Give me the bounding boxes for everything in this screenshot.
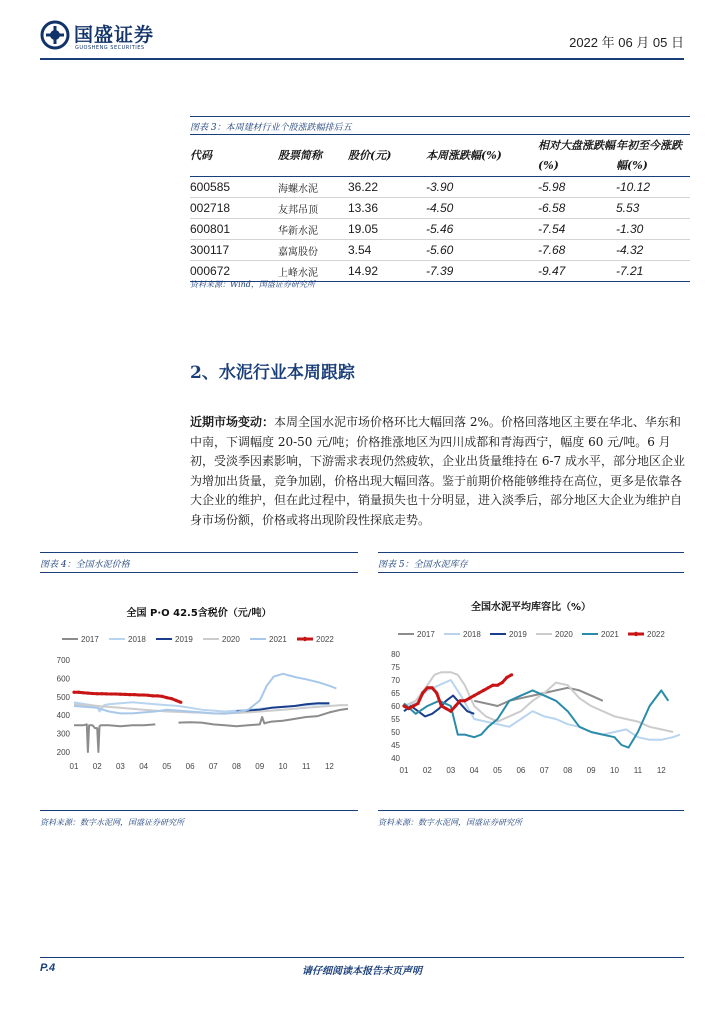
data-point-2022 (510, 673, 513, 676)
y-tick-label: 700 (56, 656, 70, 665)
data-point-2022 (151, 694, 154, 697)
figure-4-top-divider (40, 552, 358, 553)
disclaimer-note: 请仔细阅读本报告末页声明 (302, 966, 422, 977)
x-tick-label: 05 (493, 766, 503, 775)
relative-change: -6.58 (538, 198, 616, 219)
y-tick-label: 70 (391, 676, 400, 685)
paragraph-label: 近期市场变动： (190, 415, 275, 429)
legend-label: 2017 (81, 635, 99, 644)
x-tick-label: 12 (324, 762, 334, 771)
data-point-2022 (100, 692, 103, 695)
table-row (190, 240, 690, 261)
stock-code: 600585 (190, 177, 278, 198)
table-row (190, 219, 690, 240)
weekly-change: -5.60 (426, 240, 538, 261)
data-point-2022 (496, 684, 499, 687)
table-caption-divider (190, 116, 690, 117)
figure-5-caption: 图表 5：全国水泥库存 (378, 560, 468, 570)
stock-name: 华新水泥 (278, 219, 348, 240)
legend-marker (303, 637, 307, 641)
stock-name: 嘉寓股份 (278, 240, 348, 261)
ytd-change: -4.32 (616, 240, 690, 261)
weekly-change: -7.39 (426, 261, 538, 282)
figure-5-caption-divider (378, 572, 684, 573)
data-point-2022 (468, 697, 471, 700)
data-point-2022 (445, 707, 448, 710)
data-point-2022 (487, 686, 490, 689)
legend-label: 2020 (222, 635, 240, 644)
ytd-change: -1.30 (616, 219, 690, 240)
data-point-2022 (449, 710, 452, 713)
data-point-2022 (91, 692, 94, 695)
data-point-2022 (454, 704, 457, 707)
page-number: P.4 (40, 962, 56, 974)
figure-5-top-divider (378, 552, 684, 553)
figure-4-caption: 图表 4：全国水泥价格 (40, 560, 130, 570)
data-point-2022 (128, 693, 131, 696)
legend-label: 2018 (128, 635, 146, 644)
data-point-2022 (416, 702, 419, 705)
data-point-2022 (179, 701, 182, 704)
data-point-2022 (137, 693, 140, 696)
y-tick-label: 65 (391, 689, 400, 698)
x-tick-label: 01 (69, 762, 79, 771)
data-point-2022 (426, 686, 429, 689)
data-point-2022 (491, 684, 494, 687)
x-tick-label: 11 (302, 762, 311, 771)
stock-price: 13.36 (348, 198, 426, 219)
legend-label: 2021 (601, 630, 619, 639)
paragraph-text: 本周全国水泥市场价格环比大幅回落 2%。价格回落地区主要在华北、华东和中南，下调幅度 20-50 元/吨；价格推涨地区为四川成都和青海西宁，幅度 60 元/吨。6 月初，受淡季因素影响，下游需求表现仍然疲软，企业出货量维持在 6-7 成水平，部分地区企业为增加出货量，竞争加剧，价格出现大幅回落。鉴于前期价格能够维持在高位，更多是依靠各大企业的维护，但在此过程中，销量损失也十分明显，进入淡季后，部分地区大企业为维护自身市场份额，价格或将出现阶段性探底走势。 (190, 415, 685, 527)
weekly-change: -4.50 (426, 198, 538, 219)
data-point-2022 (402, 704, 405, 707)
x-tick-label: 03 (115, 762, 125, 771)
stock-price: 36.22 (348, 177, 426, 198)
data-point-2022 (114, 692, 117, 695)
data-point-2022 (463, 699, 466, 702)
data-point-2022 (96, 692, 99, 695)
cement-price-chart (40, 576, 358, 806)
data-point-2022 (82, 691, 85, 694)
x-tick-label: 09 (586, 766, 596, 775)
y-tick-label: 55 (391, 715, 400, 724)
data-point-2022 (431, 686, 434, 689)
relative-change: -9.47 (538, 261, 616, 282)
page-header (40, 18, 684, 58)
x-tick-label: 07 (539, 766, 549, 775)
stock-code: 000672 (190, 261, 278, 282)
legend-label: 2020 (555, 630, 573, 639)
stock-price: 14.92 (348, 261, 426, 282)
series-line-2017 (74, 709, 348, 752)
y-tick-label: 80 (391, 650, 400, 659)
data-point-2022 (473, 694, 476, 697)
x-tick-label: 09 (255, 762, 265, 771)
data-point-2022 (435, 691, 438, 694)
section-title: 2、水泥行业本周跟踪 (190, 363, 355, 383)
y-tick-label: 400 (56, 711, 70, 721)
logo-icon (40, 20, 70, 50)
x-tick-label: 02 (92, 762, 102, 771)
series-line-2022 (74, 692, 181, 702)
data-point-2022 (105, 692, 108, 695)
figure-4-source: 资料来源：数字水泥网，国盛证券研究所 (40, 818, 184, 827)
data-point-2022 (407, 707, 410, 710)
data-point-2022 (482, 689, 485, 692)
stock-name: 友邦吊顶 (278, 198, 348, 219)
data-point-2022 (124, 693, 127, 696)
table-source: 资料来源：Wind，国盛证券研究所 (190, 280, 315, 289)
legend-label: 2022 (647, 630, 665, 639)
data-point-2022 (72, 691, 75, 694)
data-point-2022 (165, 696, 168, 699)
x-tick-label: 10 (278, 762, 288, 771)
x-tick-label: 08 (232, 762, 241, 771)
figure-5-source: 资料来源：数字水泥网，国盛证券研究所 (378, 818, 522, 827)
header-divider (40, 58, 684, 60)
x-tick-label: 03 (446, 766, 456, 775)
data-point-2022 (175, 699, 178, 702)
market-paragraph (190, 413, 692, 530)
y-tick-label: 600 (56, 674, 70, 684)
stock-code: 600801 (190, 219, 278, 240)
data-point-2022 (505, 676, 508, 679)
stock-price: 3.54 (348, 240, 426, 261)
figure-5-bottom-divider (378, 810, 684, 811)
x-tick-label: 08 (563, 766, 573, 775)
table-caption: 图表 3：本周建材行业个股涨跌幅排后五 (190, 123, 352, 133)
y-tick-label: 45 (391, 741, 400, 750)
chart-svg (378, 576, 684, 806)
relative-change: -7.68 (538, 240, 616, 261)
column-header: 股票简称 (278, 136, 348, 177)
y-tick-label: 40 (391, 754, 400, 763)
data-point-2022 (440, 704, 443, 707)
data-point-2022 (156, 694, 159, 697)
cement-inventory-chart (378, 576, 684, 806)
data-point-2022 (77, 691, 80, 694)
data-point-2022 (412, 704, 415, 707)
y-tick-label: 300 (56, 729, 70, 739)
logo-subtitle: GUOSHENG SECURITIES (75, 45, 145, 51)
y-tick-label: 200 (56, 748, 70, 757)
ytd-change: -10.12 (616, 177, 690, 198)
relative-change: -5.98 (538, 177, 616, 198)
legend-label: 2021 (269, 635, 287, 644)
y-tick-label: 50 (391, 728, 400, 737)
data-point-2022 (161, 695, 164, 698)
legend-label: 2018 (463, 630, 481, 639)
column-header: 本周涨跌幅(%) (426, 136, 538, 177)
data-point-2022 (477, 691, 480, 694)
x-tick-label: 05 (162, 762, 172, 771)
chart-title: 全国水泥平均库容比（%） (470, 602, 592, 613)
stock-name: 海螺水泥 (278, 177, 348, 198)
column-header: 年初至今涨跌幅(%) (616, 136, 690, 177)
chart-title: 全国 P·O 42.5含税价（元/吨） (126, 608, 272, 619)
data-point-2022 (119, 693, 122, 696)
x-tick-label: 12 (656, 766, 666, 775)
data-point-2022 (501, 681, 504, 684)
stock-code: 300117 (190, 240, 278, 261)
x-tick-label: 02 (422, 766, 432, 775)
weekly-change: -5.46 (426, 219, 538, 240)
footer-divider (40, 957, 684, 958)
x-tick-label: 01 (399, 766, 409, 775)
x-tick-label: 07 (208, 762, 218, 771)
column-header: 股价(元) (348, 136, 426, 177)
legend-label: 2019 (175, 635, 193, 644)
table-row (190, 198, 690, 219)
stock-name: 上峰水泥 (278, 261, 348, 282)
table-row (190, 177, 690, 198)
legend-label: 2022 (316, 635, 334, 644)
report-date: 2022 年 06 月 05 日 (569, 35, 684, 50)
column-header: 代码 (190, 136, 278, 177)
relative-change: -7.54 (538, 219, 616, 240)
y-tick-label: 60 (391, 702, 400, 711)
data-point-2022 (147, 694, 150, 697)
ytd-change: 5.53 (616, 198, 690, 219)
stock-table (190, 136, 690, 282)
weekly-change: -3.90 (426, 177, 538, 198)
ytd-change: -7.21 (616, 261, 690, 282)
stock-price: 19.05 (348, 219, 426, 240)
data-point-2022 (86, 692, 89, 695)
stock-code: 002718 (190, 198, 278, 219)
x-tick-label: 06 (516, 766, 526, 775)
data-point-2022 (421, 691, 424, 694)
y-tick-label: 75 (391, 663, 400, 672)
data-point-2022 (142, 693, 145, 696)
legend-label: 2019 (509, 630, 527, 639)
data-point-2022 (133, 693, 136, 696)
figure-4-bottom-divider (40, 810, 358, 811)
x-tick-label: 04 (469, 766, 479, 775)
data-point-2022 (459, 699, 462, 702)
x-tick-label: 10 (610, 766, 619, 775)
data-point-2022 (110, 692, 113, 695)
data-point-2022 (170, 697, 173, 700)
chart-svg (40, 576, 358, 806)
legend-label: 2017 (417, 630, 435, 639)
x-tick-label: 11 (633, 766, 643, 775)
logo-text: 国盛证券 (74, 24, 155, 46)
column-header: 相对大盘涨跌幅(%) (538, 136, 616, 177)
figure-4-caption-divider (40, 572, 358, 573)
y-tick-label: 500 (56, 692, 70, 702)
x-tick-label: 06 (185, 762, 195, 771)
table-header-row (190, 136, 690, 177)
x-tick-label: 04 (139, 762, 149, 771)
legend-marker (634, 632, 638, 636)
table-top-divider (190, 134, 690, 135)
